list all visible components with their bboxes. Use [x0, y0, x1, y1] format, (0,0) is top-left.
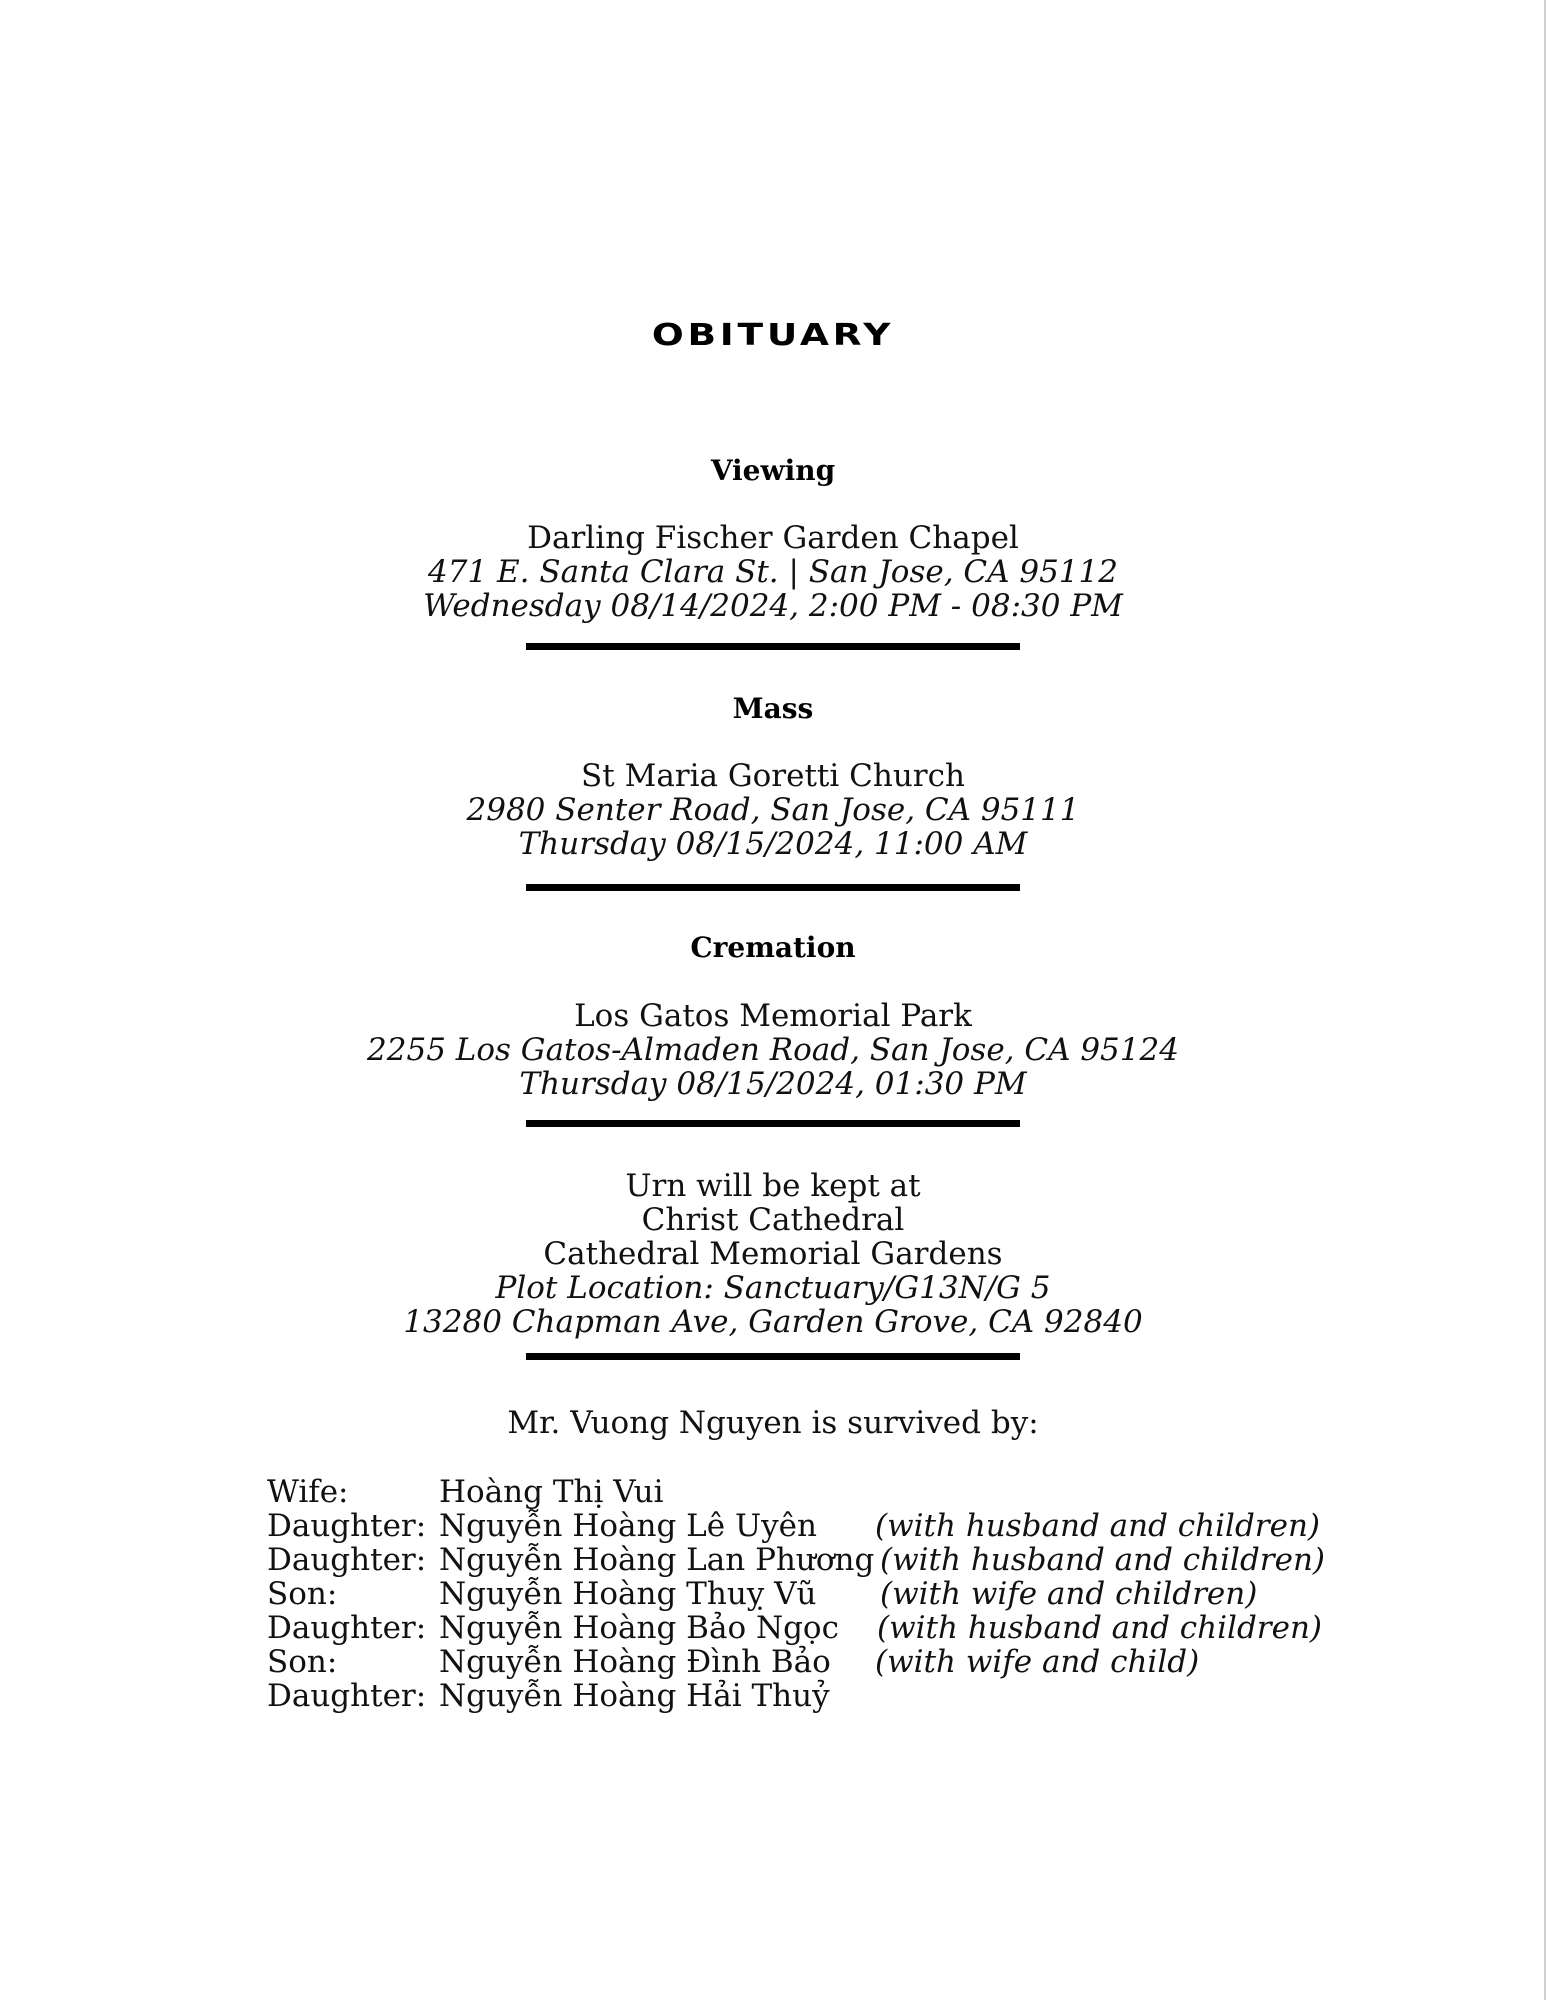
urn-address: 13280 Chapman Ave, Garden Grove, CA 92840 — [403, 1304, 1143, 1340]
viewing-place: Darling Fischer Garden Chapel — [527, 520, 1019, 556]
divider — [526, 1120, 1020, 1127]
list-item — [0, 1645, 1546, 1679]
member-relation: Daughter: — [267, 1678, 427, 1714]
list-item — [0, 1475, 1546, 1509]
mass-details — [0, 759, 1546, 861]
viewing-heading: Viewing — [710, 454, 836, 487]
member-name: Nguyễn Hoàng Bảo Ngọc — [439, 1610, 839, 1646]
urn-line-3: Cathedral Memorial Gardens — [543, 1236, 1003, 1272]
member-name: Nguyễn Hoàng Đình Bảo — [439, 1644, 831, 1680]
list-item — [0, 1543, 1546, 1577]
viewing-address: 471 E. Santa Clara St. | San Jose, CA 95112 — [428, 554, 1118, 590]
mass-address: 2980 Senter Road, San Jose, CA 95111 — [466, 792, 1080, 828]
member-name: Nguyễn Hoàng Thuỵ Vũ — [439, 1576, 817, 1612]
urn-line-2: Christ Cathedral — [641, 1202, 905, 1238]
viewing-section — [0, 454, 1546, 488]
divider — [526, 884, 1020, 891]
viewing-details — [0, 521, 1546, 623]
member-name: Hoàng Thị Vui — [439, 1474, 664, 1510]
list-item — [0, 1509, 1546, 1543]
member-name: Nguyễn Hoàng Lê Uyên — [439, 1508, 817, 1544]
mass-place: St Maria Goretti Church — [581, 758, 965, 794]
urn-plot: Plot Location: Sanctuary/G13N/G 5 — [495, 1270, 1051, 1306]
member-relation: Son: — [267, 1576, 338, 1612]
mass-time: Thursday 08/15/2024, 11:00 AM — [518, 826, 1028, 862]
urn-line-1: Urn will be kept at — [625, 1168, 921, 1204]
page-title: OBITUARY — [651, 318, 895, 353]
member-note: (with husband and children) — [877, 1610, 1323, 1646]
member-relation: Son: — [267, 1644, 338, 1680]
cremation-heading: Cremation — [690, 931, 856, 964]
divider — [526, 643, 1020, 650]
member-note: (with wife and children) — [880, 1576, 1258, 1612]
mass-section — [0, 692, 1546, 726]
viewing-time: Wednesday 08/14/2024, 2:00 PM - 08:30 PM — [423, 588, 1123, 624]
member-note: (with husband and children) — [875, 1508, 1321, 1544]
survived-intro: Mr. Vuong Nguyen is survived by: — [507, 1405, 1039, 1441]
cremation-place: Los Gatos Memorial Park — [574, 998, 972, 1034]
urn-details — [0, 1169, 1546, 1339]
mass-heading: Mass — [732, 692, 814, 725]
list-item — [0, 1611, 1546, 1645]
cremation-section — [0, 931, 1546, 965]
member-relation: Wife: — [267, 1474, 349, 1510]
cremation-time: Thursday 08/15/2024, 01:30 PM — [519, 1066, 1027, 1102]
list-item — [0, 1577, 1546, 1611]
member-relation: Daughter: — [267, 1542, 427, 1578]
member-relation: Daughter: — [267, 1508, 427, 1544]
list-item — [0, 1679, 1546, 1713]
cremation-address: 2255 Los Gatos-Almaden Road, San Jose, CA 95124 — [367, 1032, 1179, 1068]
cremation-details — [0, 999, 1546, 1101]
member-name: Nguyễn Hoàng Hải Thuỷ — [439, 1678, 830, 1714]
member-note: (with husband and children) — [880, 1542, 1326, 1578]
member-relation: Daughter: — [267, 1610, 427, 1646]
member-name: Nguyễn Hoàng Lan Phương — [439, 1542, 875, 1578]
divider — [526, 1353, 1020, 1360]
member-note: (with wife and child) — [875, 1644, 1200, 1680]
